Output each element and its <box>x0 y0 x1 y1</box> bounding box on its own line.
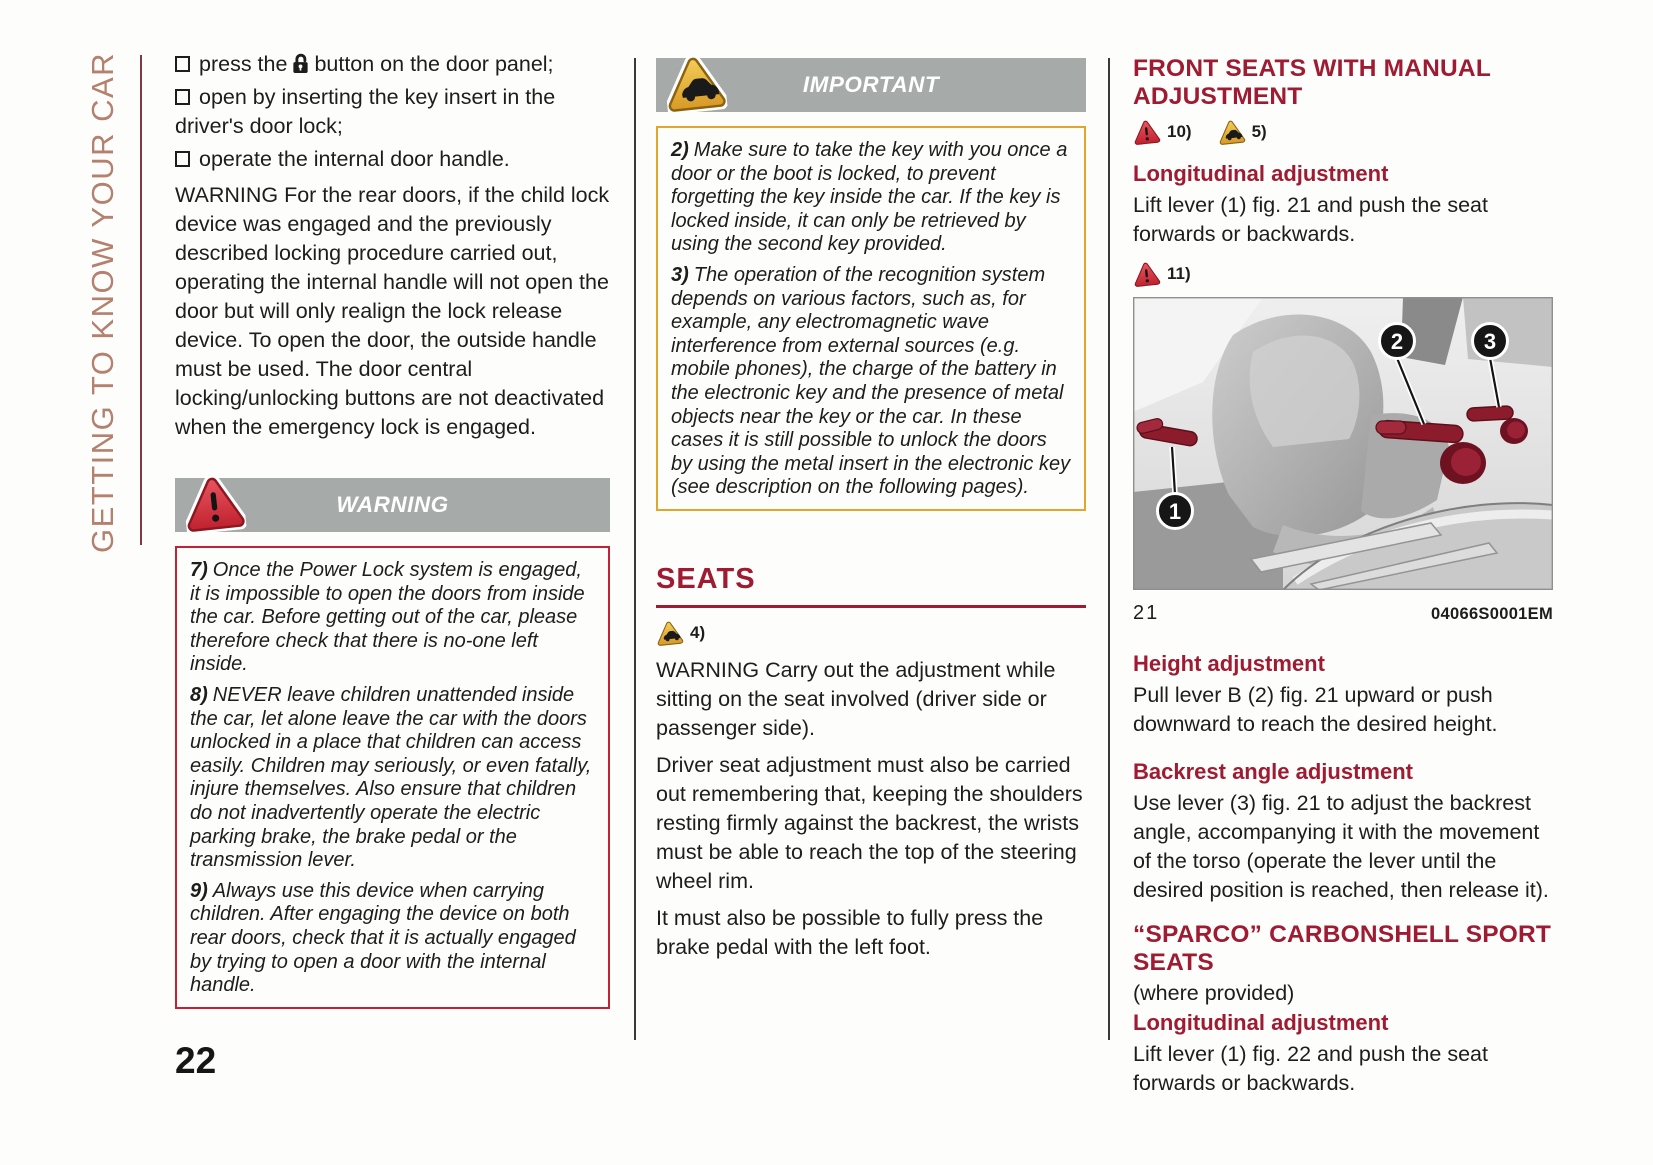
seat-illustration <box>1133 297 1553 590</box>
note-number: 3) <box>671 263 689 286</box>
page-number: 22 <box>175 1040 217 1081</box>
warning-note-box <box>175 546 610 1009</box>
important-triangle-icon <box>655 619 685 648</box>
paragraph: WARNING Carry out the adjustment while sitting on the seat involved (driver side or passenger side). <box>656 657 1056 740</box>
section-title-seats: SEATS <box>656 563 1086 608</box>
important-triangle-icon <box>1216 118 1246 147</box>
important-item <box>671 139 1071 257</box>
note-reference-row <box>1133 119 1553 145</box>
figure-number: 21 <box>1133 602 1160 624</box>
note-reference-number: 4) <box>690 622 706 642</box>
figure-callout-2: 2 <box>1390 329 1404 354</box>
list-item <box>175 145 610 174</box>
figure-caption <box>1133 602 1553 625</box>
note-number: 2) <box>671 139 689 161</box>
list-item-text: button on the door panel; <box>314 52 554 76</box>
note-text: Once the Power Lock system is engaged, it is impossible to open the doors from inside the car. Before getting out of the car, please therefore check that there is no-one left inside. <box>190 559 585 676</box>
figure-code: 04066S0001EM <box>1431 605 1553 623</box>
warning-triangle-icon <box>1132 260 1162 289</box>
square-bullet-icon <box>175 151 190 167</box>
note-number: 9) <box>190 879 208 902</box>
warning-paragraph: WARNING For the rear doors, if the child lock device was engaged and the previously described locking procedure carried out, operating the internal handle will not open the door but will only realign the lock release device. To open the door, the outside handle must be used. The door central locking/unlocking buttons are not deactivated when the emergency lock is engaged. <box>175 183 610 439</box>
sidebar-rule <box>140 55 142 545</box>
note-text: Always use this device when carrying children. After engaging the device on both rear doors, check that it is actually engaged by trying to open a door with the internal handle. <box>190 879 576 997</box>
warning-item <box>190 559 595 677</box>
list-item-text: open by inserting the key insert in the driver's door lock; <box>175 85 556 138</box>
figure-seat-levers <box>1133 297 1553 625</box>
warning-header-bar <box>175 478 610 532</box>
important-header-label: IMPORTANT <box>802 72 940 97</box>
note-reference-row <box>1133 261 1553 287</box>
paragraph: (where provided) <box>1133 981 1295 1005</box>
subsection-heading: Height adjustment <box>1133 651 1325 676</box>
important-header-bar <box>656 58 1086 112</box>
important-triangle-icon <box>662 51 728 115</box>
column-middle <box>656 50 1086 970</box>
list-item <box>175 83 610 141</box>
column-divider <box>634 58 636 1040</box>
warning-item <box>190 880 595 998</box>
column-divider <box>1108 58 1110 1040</box>
section-title-front-seats: FRONT SEATS WITH MANUAL ADJUSTMENT <box>1133 55 1491 110</box>
paragraph: Driver seat adjustment must also be carried out remembering that, keeping the shoulders resting firmly against the backrest, the wrists must be able to reach the top of the steering wheel rim. <box>656 752 1083 893</box>
paragraph: Lift lever (1) fig. 21 and push the seat forwards or backwards. <box>1133 193 1488 246</box>
important-note-box <box>656 126 1086 511</box>
unlock-icon <box>291 53 310 74</box>
paragraph: Use lever (3) fig. 21 to adjust the backrest angle, accompanying it with the movement of the torso (operate the lever until the desired position is reached, then release it). <box>1133 791 1549 902</box>
warning-triangle-icon <box>181 471 247 535</box>
list-item-text: operate the internal door handle. <box>199 147 510 171</box>
figure-callout-1: 1 <box>1168 499 1182 524</box>
important-item <box>671 264 1071 500</box>
chapter-sidebar-title: GETTING TO KNOW YOUR CAR <box>85 52 120 554</box>
paragraph: It must also be possible to fully press the brake pedal with the left foot. <box>656 905 1044 959</box>
note-reference-row <box>656 620 1086 646</box>
warning-triangle-icon <box>1132 118 1162 147</box>
note-number: 7) <box>190 559 208 581</box>
section-title-sparco: “SPARCO” CARBONSHELL SPORT SEATS <box>1133 921 1552 976</box>
list-item <box>175 50 610 79</box>
warning-header-label: WARNING <box>336 492 449 517</box>
note-text: Make sure to take the key with you once a door or the boot is locked, to prevent forgetting the key inside the car. If the key is locked inside, it can only be retrieved by using the second key provided. <box>671 139 1068 256</box>
square-bullet-icon <box>175 56 190 72</box>
column-right <box>1133 50 1553 1106</box>
note-number: 8) <box>190 683 208 706</box>
subsection-heading: Longitudinal adjustment <box>1133 161 1389 186</box>
paragraph: Pull lever B (2) fig. 21 upward or push downward to reach the desired height. <box>1133 683 1498 736</box>
column-left <box>175 50 610 1009</box>
list-item-text: press the <box>199 52 288 76</box>
note-reference-number: 10) <box>1167 122 1192 141</box>
warning-item <box>190 684 595 873</box>
note-reference-number: 5) <box>1251 122 1267 141</box>
note-text: NEVER leave children unattended inside the car, let alone leave the car with the doors unlocked in a place that children can access easily. Children may seriously, or even fatally, injure themselves. Also ensure that children do not inadvertently operate the electric parking brake, the brake pedal or the transmission lever. <box>190 683 592 872</box>
subsection-heading: Backrest angle adjustment <box>1133 759 1413 784</box>
paragraph: Lift lever (1) fig. 22 and push the seat forwards or backwards. <box>1133 1042 1488 1095</box>
square-bullet-icon <box>175 89 190 105</box>
note-text: The operation of the recognition system depends on various factors, such as, for example, any electromagnetic wave interference from external sources (e.g. mobile phones), the charge of the battery in the electronic key and the presence of metal objects near the key or the car. In these cases it is still possible to unlock the doors by using the metal insert in the electronic key (see description on the following pages). <box>671 263 1071 499</box>
figure-callout-3: 3 <box>1483 329 1497 354</box>
note-reference-number: 11) <box>1167 264 1191 283</box>
subsection-heading: Longitudinal adjustment <box>1133 1010 1389 1035</box>
